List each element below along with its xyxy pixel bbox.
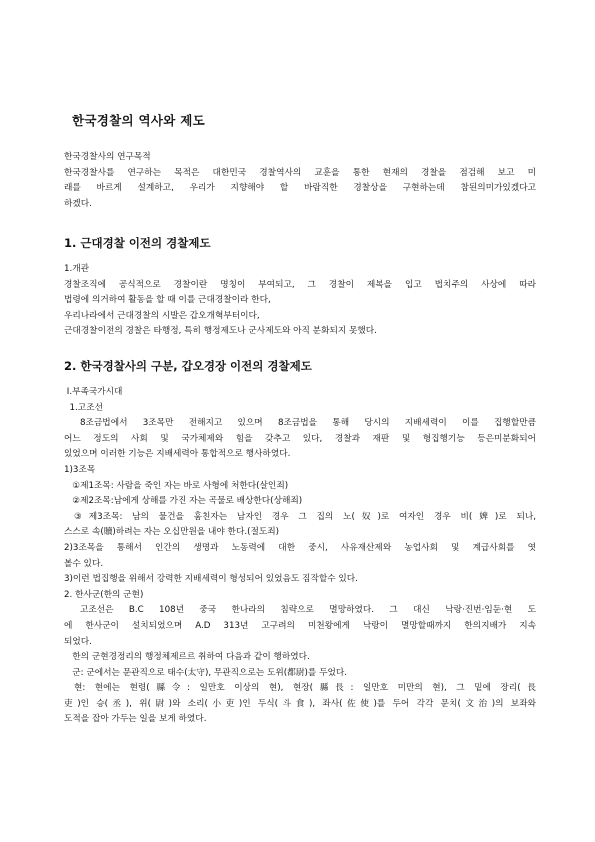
body-line: 경찰조직에 공식적으로 경찰이란 명칭이 부여되고, 그 경찰이 제복을 입고 법치주의 사상에 따라 (64, 279, 536, 290)
intro-line: 한국경찰사를 연구하는 목적은 대한민국 경찰역사의 교훈을 통한 현재의 경찰을 점검해 보고 미 (64, 167, 536, 178)
body-line: 고조선은 B.C 108년 중국 한나라의 침략으로 멸망하였다. 그 대신 낙랑·진번·임둔·현 도 (80, 605, 536, 616)
intro-block (64, 150, 536, 212)
body-line: 1.개관 (64, 264, 90, 274)
body-line: 에 한사군이 설치되었으며 A.D 313년 고구려의 미천왕에게 낙랑이 멸망할때까지 한의지배가 지속 (64, 620, 536, 631)
body-line: 법령에 의거하여 활동을 할 때 이를 근대경찰이라 한다, (64, 295, 271, 306)
body-line: 군: 군에서는 문관직으로 태수(太守), 무관직으로는 도위(都尉)를 두었다. (64, 667, 348, 678)
body-line: 도적을 잡아 가두는 일을 보게 하였다. (64, 714, 207, 725)
body-line: 1.고조선 (64, 402, 103, 413)
body-line: 있었으며 이러한 기능은 지배세력아 통합적으로 행사하였다. (64, 449, 291, 460)
body-line: ①제1조목: 사람을 죽인 자는 바로 사형에 처한다(살인죄) (64, 480, 289, 491)
body-line: 한의 군현경정리의 행정체제르르 취하여 다음과 같이 행하였다. (64, 652, 310, 663)
body-line: 2)3조목을 통해서 인간의 생명과 노동력에 대한 중시, 사유재산제와 농업사회 및 계급사회를 엿 (64, 542, 536, 553)
body-line: ②제2조목:남에게 상해를 가진 자는 곡물로 배상한다(상해죄) (64, 496, 303, 507)
body-line: Ⅰ.부족국가시대 (64, 387, 123, 397)
body-line: 되었다. (64, 636, 92, 647)
body-line: 어느 정도의 사회 및 국가체제와 힘을 갖추고 있다, 경찰과 재판 및 형집행기능 등은미분화되어 (64, 433, 536, 444)
body-line: 우리나라에서 근대경찰의 시발은 갑오개혁부터이다, (64, 310, 260, 321)
section-2-body (64, 385, 536, 728)
intro-line: 래를 바르게 설계하고, 우리가 지향해야 할 바람직한 경찰상을 구현하는데 참된의미가있겠다고 (64, 183, 536, 194)
body-line: 스스로 속(贖)하려는 자는 오십만원을 내야 한다.(절도죄) (64, 527, 280, 538)
body-line: 볼수 있다. (64, 558, 104, 569)
section-1-body (64, 262, 536, 340)
body-line: 吏)인 승(丞), 위(尉)와 소리(小吏)인 두식(斗食), 좌사(佐使)를 두어 각각 문치(文治)의 보좌와 (64, 698, 536, 709)
body-line: 1)3조목 (64, 464, 96, 475)
intro-line: 하겠다. (64, 198, 92, 209)
document-title: 한국경찰의 역사와 제도 (72, 113, 206, 128)
body-line: ③제3조목: 남의 물건을 훔친자는 남자인 경우 그 집의 노(奴)로 여자인 경우 비(婢)로 되나, (74, 511, 536, 522)
body-line: 근대경찰이전의 경찰은 타행정, 특히 행정제도나 군사제도와 아직 분화되지 못했다. (64, 326, 377, 337)
body-line: 3)이런 법집행을 위해서 강력한 지배세력이 형성되어 있었음도 짐작할수 있다. (64, 574, 358, 585)
body-line: 2. 한사군(한의 군현) (64, 589, 144, 600)
body-line: 현: 현에는 현령(縣令: 일만호 이상의 현), 현장(縣長: 일만호 미만의 현), 그 밑에 장리(長 (74, 683, 536, 694)
intro-heading: 한국경찰사의 연구목적 (64, 152, 151, 162)
body-line: 8조금법에서 3조목만 전해지고 있으며 8조금법을 통해 당시의 지배세력이 이를 집행할만큼 (80, 418, 536, 429)
section-1-heading: 1. 근대경찰 이전의 경찰제도 (64, 236, 211, 250)
section-2-heading: 2. 한국경찰사의 구분, 갑오경장 이전의 경찰제도 (64, 359, 312, 373)
